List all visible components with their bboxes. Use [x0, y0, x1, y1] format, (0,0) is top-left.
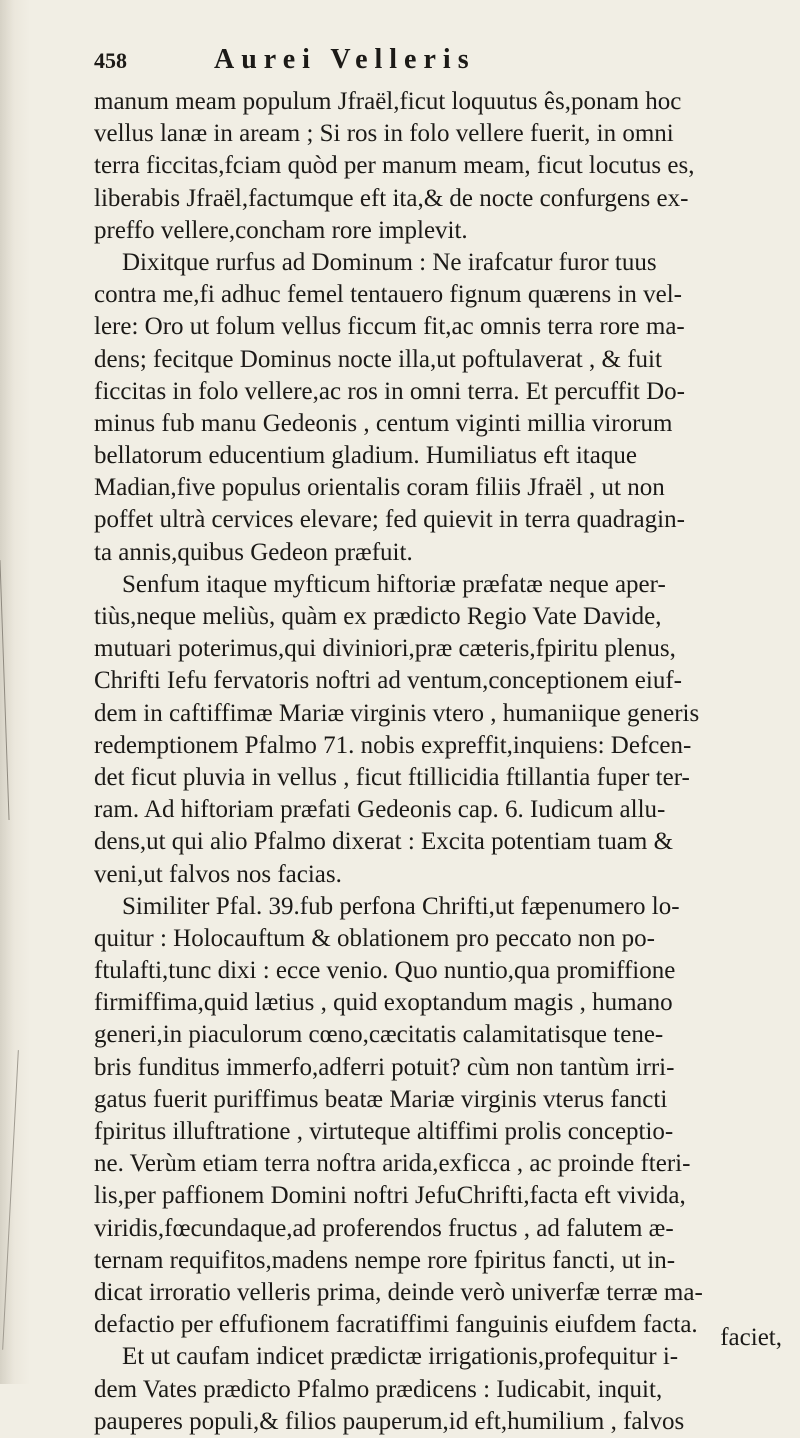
text-line: dicat irroratio velleris prima, deinde verò univerfæ terræ ma- [94, 1278, 703, 1306]
text-line: ne. Verùm etiam terra noftra arida,exficca , ac proinde fteri- [94, 1150, 691, 1178]
text-line: Et ut caufam indicet prædictæ irrigationis,profequitur i- [122, 1343, 679, 1371]
text-line: ftulafti,tunc dixi : ecce venio. Quo nuntio,qua promiffione [94, 957, 676, 985]
catchword: faciet, [720, 1324, 782, 1351]
text-line: ternam requifitos,madens nempe rore fpiritus fancti, ut in- [94, 1246, 676, 1274]
text-line: Dixitque rurfus ad Dominum : Ne irafcatur furor tuus [122, 248, 657, 276]
text-line: liberabis Jfraël,factumque eft ita,& de nocte confurgens ex- [94, 184, 689, 212]
page-number: 458 [94, 48, 127, 73]
text-line: vellus lanæ in aream ; Si ros in folo vellere fuerit, in omni [94, 120, 674, 148]
text-line: Senfum itaque myfticum hiftoriæ præfatæ neque aper- [122, 570, 666, 598]
text-line: generi,in piaculorum cœno,cæcitatis calamitatisque tene- [94, 1021, 664, 1049]
text-line: dens; fecitque Dominus nocte illa,ut poftulaverat , & fuit [94, 345, 662, 373]
text-line: quitur : Holocauftum & oblationem pro peccato non po- [94, 924, 655, 952]
text-line: poffet ultrà cervices elevare; fed quievit in terra quadragin- [94, 506, 685, 534]
text-line: firmiffima,quid lætius , quid exoptandum magis , humano [94, 989, 673, 1017]
text-line: tiùs,neque meliùs, quàm ex prædicto Regio Vate Davide, [94, 603, 662, 630]
text-line: bellatorum educentium gladium. Humiliatus eft itaque [94, 442, 637, 470]
text-line: mutuari poterimus,qui diviniori,præ cæteris,fpiritu plenus, [94, 635, 676, 663]
text-line: gatus fuerit puriffimus beatæ Mariæ virginis vterus fancti [94, 1085, 668, 1113]
text-line: defactio per effufionem facratiffimi fanguinis eiufdem facta. [94, 1311, 698, 1339]
text-line: ta annis,quibus Gedeon præfuit. [94, 538, 413, 566]
text-line: veni,ut falvos nos facias. [94, 860, 342, 888]
text-line: dem in caftiffimæ Mariæ virginis vtero , humaniique generis [94, 699, 700, 727]
text-line: bris funditus immerfo,adferri potuit? cùm non tantùm irri- [94, 1053, 675, 1081]
text-line: contra me,fi adhuc femel tentauero fignum quærens in vel- [94, 281, 682, 309]
text-line: dem Vates prædicto Pfalmo prædicens : Iudicabit, inquit, [94, 1375, 663, 1403]
text-line: dens,ut qui alio Pfalmo dixerat : Excita potentiam tuam & [94, 828, 674, 856]
body-text [94, 86, 784, 1438]
text-line: Chrifti Iefu fervatoris noftri ad ventum,conceptionem eiuf- [94, 667, 682, 695]
text-line: ram. Ad hiftoriam præfati Gedeonis cap. 6. Iudicum allu- [94, 796, 666, 824]
text-line: pauperes populi,& filios pauperum,id eft,humilium , falvos [94, 1407, 685, 1435]
text-line: viridis,fœcundaque,ad proferendos fructus , ad falutem æ- [94, 1214, 674, 1242]
text-line: minus fub manu Gedeonis , centum viginti millia virorum [94, 409, 673, 437]
text-line: manum meam populum Jfraël,ficut loquutus ês,ponam hoc [94, 88, 682, 115]
book-page [94, 44, 784, 1438]
text-line: det ficut pluvia in vellus , ficut ftillicidia ftillantia fuper ter- [94, 763, 690, 791]
page-header [94, 44, 784, 86]
text-line: preffo vellere,concham rore implevit. [94, 216, 468, 244]
text-line: Similiter Pfal. 39.fub perfona Chrifti,ut fæpenumero lo- [122, 892, 680, 920]
text-line: Madian,five populus orientalis coram filiis Jfraël , ut non [94, 474, 665, 502]
text-line: ficcitas in folo vellere,ac ros in omni terra. Et percuffit Do- [94, 377, 685, 405]
text-line: terra ficcitas,fciam quòd per manum meam, ficut locutus es, [94, 152, 695, 180]
text-line: lis,per paffionem Domini noftri JefuChrifti,facta eft vivida, [94, 1182, 686, 1210]
running-head: Aurei Velleris [214, 44, 476, 75]
text-line: redemptionem Pfalmo 71. nobis expreffit,inquiens: Defcen- [94, 731, 692, 759]
text-line: fpiritus illuftratione , virtuteque altiffimi prolis conceptio- [94, 1118, 674, 1145]
text-line: lere: Oro ut folum vellus ficcum fit,ac omnis terra rore ma- [94, 313, 685, 341]
